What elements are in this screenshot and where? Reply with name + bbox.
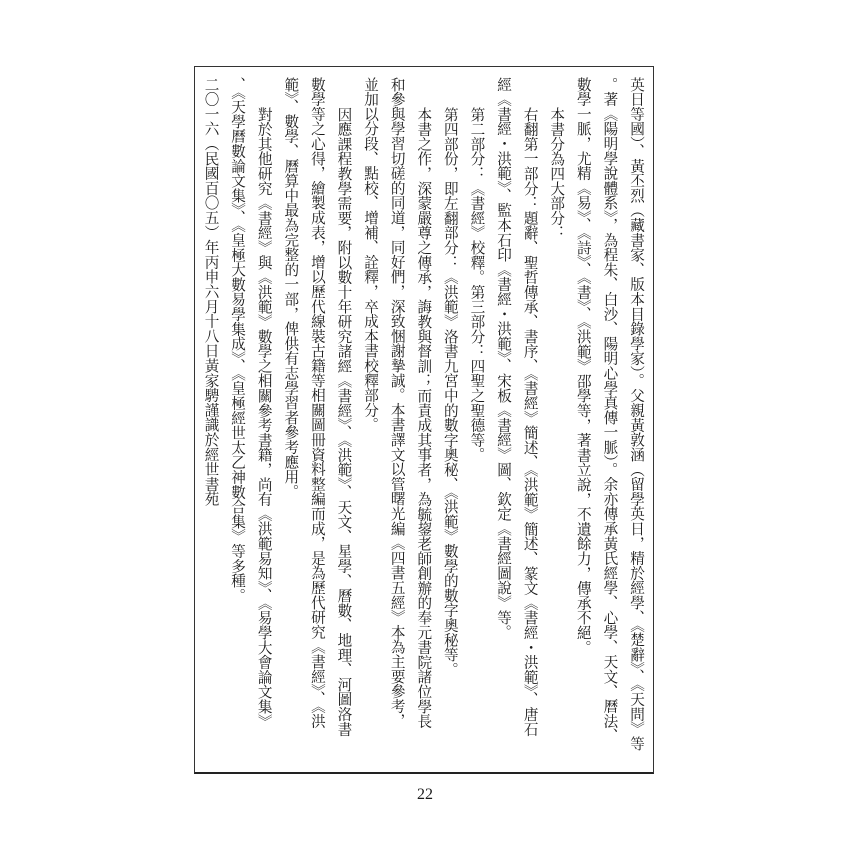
text-column: 英日等國）、黃丕烈（藏書家、版本目錄學家）。父親黃敦涵（留學英日，精於經學、《楚辭》、《天問》等	[628, 77, 645, 751]
text-column: 對於其他研究《書經》與《洪範》數學之相關參考書籍，尚有《洪範易知》、《易學大會論文集》	[255, 107, 273, 729]
text-column: 範》、數學、曆算中最為完整的一部，俾供有志學習者參考應用。	[282, 77, 300, 499]
text-column: 本書分為四大部分：	[548, 107, 566, 241]
text-column: 。著《陽明學說體系》，為程朱、白沙、陽明心學真傳一脈）。余亦傳承黃氏經學、心學、天文、曆法、	[601, 77, 619, 744]
page-number: 22	[417, 786, 433, 803]
text-column: 並加以分段、點校、增補、詮釋，卒成本書校釋部分。	[362, 77, 380, 433]
text-column: 經《書經・洪範》、監本石印《書經・洪範》、宋板《書經》圖、欽定《書經圖說》等。	[495, 77, 513, 640]
text-column: 本書之作，深蒙嚴尊之傳承，誨教與督訓；而責成其事者，為毓鋆老師創辦的奉元書院諸位學長	[415, 107, 433, 729]
vertical-text-body	[197, 77, 649, 767]
text-column: 第四部份，即左翻部分：《洪範》洛書九宮中的數字奧秘、《洪範》數學的數字奧秘等。	[441, 107, 459, 677]
text-column: 因應課程教學需要，附以數十年研究諸經《書經》、《洪範》、天文、星學、曆數、地理、河圖洛書	[335, 107, 353, 737]
text-column: 第二部分：《書經》校釋。第三部分：四聖之聖德等。	[468, 107, 486, 463]
text-column: 二〇一六（民國百〇五）年丙申六月十八日黃家騁謹識於經世書苑	[202, 77, 220, 507]
text-column: 、《天學曆數論文集》、《皇極大數易學集成》、《皇極經世太乙神數合集》等多種。	[229, 77, 247, 603]
text-column: 數學一脈，尤精《易》、《詩》、《書》、《洪範》邵學等，著書立說，不遺餘力，傳承不絕。	[574, 77, 592, 655]
text-column: 數學等之心得，繪製成表，增以歷代線裝古籍等相關圖冊資料整編而成，是為歷代研究《書經》、《洪	[308, 77, 326, 729]
text-column: 和參與學習切磋的同道，同好們，深致悃謝摯誠。本書譯文以管曙光編《四書五經》本為主要參考，	[388, 77, 406, 729]
text-frame	[194, 66, 654, 774]
text-column: 右翻第一部分：題辭、聖哲傳承、書序、《書經》簡述、《洪範》簡述、篆文《書經・洪範》、唐石	[521, 107, 539, 737]
